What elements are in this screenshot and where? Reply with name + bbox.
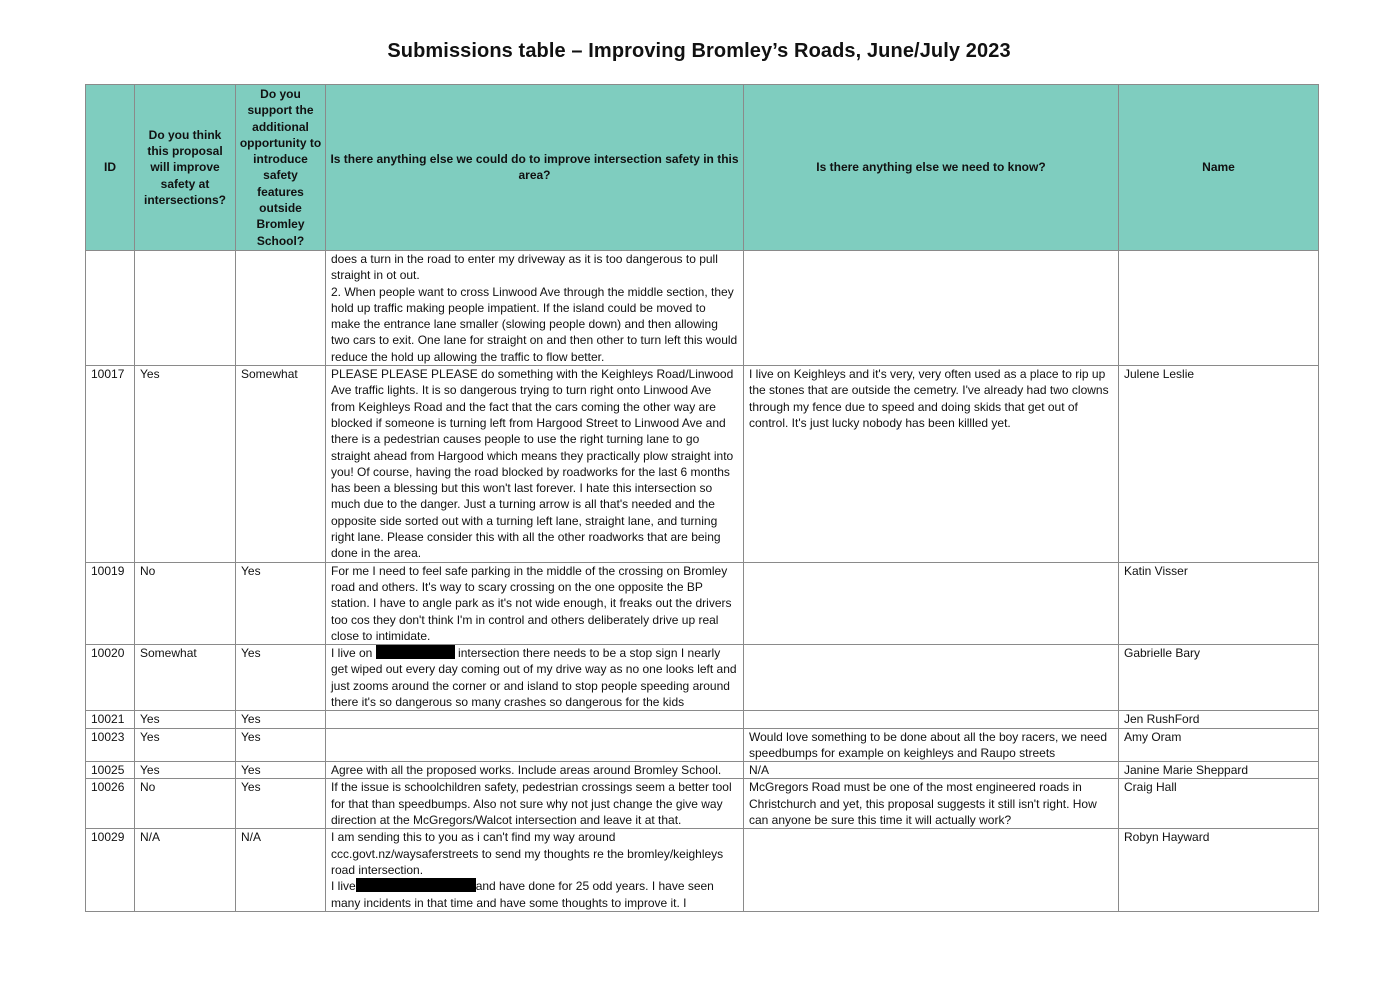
table-row (86, 779, 1319, 829)
text-after-redaction: intersection there needs to be a stop sign I nearly get wiped out every day coming out of my drive way as no one looks left and just zooms around the corner or and island to stop people speeding around there it's so dangerous so many crashes so dangerous for the kids (331, 646, 737, 709)
text-before-redaction: I am sending this to you as i can't find my way around ccc.govt.nz/waysaferstreets to send my thoughts re the bromley/keighleys road intersection. I live (331, 830, 724, 894)
cell-else-improve (326, 711, 744, 728)
cell-improve: Yes (135, 711, 236, 728)
cell-name: Gabrielle Bary (1119, 645, 1319, 711)
cell-support: N/A (236, 829, 326, 911)
cell-else-know (744, 645, 1119, 711)
cell-name: Jen RushFord (1119, 711, 1319, 728)
cell-name: Julene Leslie (1119, 366, 1319, 563)
cell-else-improve (326, 728, 744, 762)
cell-support: Yes (236, 562, 326, 644)
cell-support: Yes (236, 779, 326, 829)
header-anything-else-know: Is there anything else we need to know? (744, 85, 1119, 251)
cell-else-know: I live on Keighleys and it's very, very often used as a place to rip up the stones that are outside the cemetry. I've already had two clowns through my fence due to speed and doing skids that get out of control. It's just lucky nobody has been killled yet. (744, 366, 1119, 563)
cell-id: 10026 (86, 779, 135, 829)
table-row (86, 829, 1319, 911)
cell-else-know (744, 562, 1119, 644)
cell-support: Yes (236, 711, 326, 728)
cell-id: 10029 (86, 829, 135, 911)
cell-else-improve: For me I need to feel safe parking in the middle of the crossing on Bromley road and others. It's way to scary crossing on the one opposite the BP station. I have to angle park as it's not wide enough, it freaks out the drivers too cos they don't think I'm in control and others deliberately drive up real close to intimidate. (326, 562, 744, 644)
table-row (86, 728, 1319, 762)
table-row (86, 762, 1319, 779)
cell-else-know: McGregors Road must be one of the most engineered roads in Christchurch and yet, this proposal suggests it still isn't right. How can anyone be sure this time it will actually work? (744, 779, 1119, 829)
cell-support: Yes (236, 762, 326, 779)
header-id: ID (86, 85, 135, 251)
table-row (86, 366, 1319, 563)
cell-improve: No (135, 779, 236, 829)
cell-else-improve: does a turn in the road to enter my driveway as it is too dangerous to pull straight in ot out. 2. When people want to cross Linwood Ave through the middle section, they hold up traffic making people impatient. If the island could be moved to make the entrance lane smaller (slowing people down) and then allowing two cars to exit. One lane for straight on and then other to turn left this would reduce the hold up allowing the traffic to flow better. (326, 250, 744, 365)
cell-else-improve (326, 829, 744, 911)
cell-id: 10019 (86, 562, 135, 644)
cell-name: Robyn Hayward (1119, 829, 1319, 911)
cell-support (236, 250, 326, 365)
redaction-block (356, 878, 476, 892)
cell-id: 10020 (86, 645, 135, 711)
cell-name: Katin Visser (1119, 562, 1319, 644)
cell-name: Craig Hall (1119, 779, 1319, 829)
cell-id: 10023 (86, 728, 135, 762)
cell-name: Janine Marie Sheppard (1119, 762, 1319, 779)
cell-improve: Yes (135, 728, 236, 762)
cell-else-know (744, 711, 1119, 728)
cell-id (86, 250, 135, 365)
cell-else-improve: If the issue is schoolchildren safety, pedestrian crossings seem a better tool for that than speedbumps. Also not sure why not just change the give way direction at the McGregors/Walcot intersection and leave it at that. (326, 779, 744, 829)
cell-else-improve (326, 645, 744, 711)
table-row (86, 711, 1319, 728)
cell-else-know (744, 829, 1119, 911)
cell-improve (135, 250, 236, 365)
header-improve-safety: Do you think this proposal will improve safety at intersections? (135, 85, 236, 251)
cell-improve: Somewhat (135, 645, 236, 711)
cell-name: Amy Oram (1119, 728, 1319, 762)
cell-improve: N/A (135, 829, 236, 911)
text-after-redaction: and have done for 25 odd years. I have seen many incidents in that time and have some thoughts to improve it. I (331, 879, 714, 910)
redaction-block (376, 645, 455, 659)
cell-improve: Yes (135, 762, 236, 779)
document-title: Submissions table – Improving Bromley’s Roads, June/July 2023 (387, 40, 1011, 62)
cell-id: 10021 (86, 711, 135, 728)
cell-name (1119, 250, 1319, 365)
header-row (86, 85, 1319, 251)
cell-improve: Yes (135, 366, 236, 563)
table-row (86, 562, 1319, 644)
cell-improve: No (135, 562, 236, 644)
cell-support: Yes (236, 645, 326, 711)
cell-else-know (744, 250, 1119, 365)
text-before-redaction: I live on (331, 646, 373, 661)
cell-else-know: Would love something to be done about all the boy racers, we need speedbumps for example on keighleys and Raupo streets (744, 728, 1119, 762)
cell-else-know: N/A (744, 762, 1119, 779)
table-row (86, 645, 1319, 711)
cell-support: Yes (236, 728, 326, 762)
table-row (86, 250, 1319, 365)
submissions-table (85, 84, 1319, 912)
header-support-school: Do you support the additional opportunity to introduce safety features outside Bromley School? (236, 85, 326, 251)
header-name: Name (1119, 85, 1319, 251)
cell-else-improve: Agree with all the proposed works. Include areas around Bromley School. (326, 762, 744, 779)
cell-support: Somewhat (236, 366, 326, 563)
cell-id: 10017 (86, 366, 135, 563)
cell-else-improve: PLEASE PLEASE PLEASE do something with the Keighleys Road/Linwood Ave traffic lights. It is so dangerous trying to turn right onto Linwood Ave from Keighleys Road and the fact that the cars coming the other way are blocked if someone is turning left from Hargood Street to Linwood Ave and there is a pedestrian causes people to use the right turning lane to go straight ahead from Hargood which means they practically plow straight into you! Of course, having the road blocked by roadworks for the last 6 months has been a blessing but this won't last forever. I hate this intersection so much due to the danger. Just a turning arrow is all that's needed and the opposite side sorted out with a turning left lane, straight lane, and turning right lane. Please consider this with all the other roadworks that are being done in the area. (326, 366, 744, 563)
cell-id: 10025 (86, 762, 135, 779)
header-anything-else-improve: Is there anything else we could do to improve intersection safety in this area? (326, 85, 744, 251)
